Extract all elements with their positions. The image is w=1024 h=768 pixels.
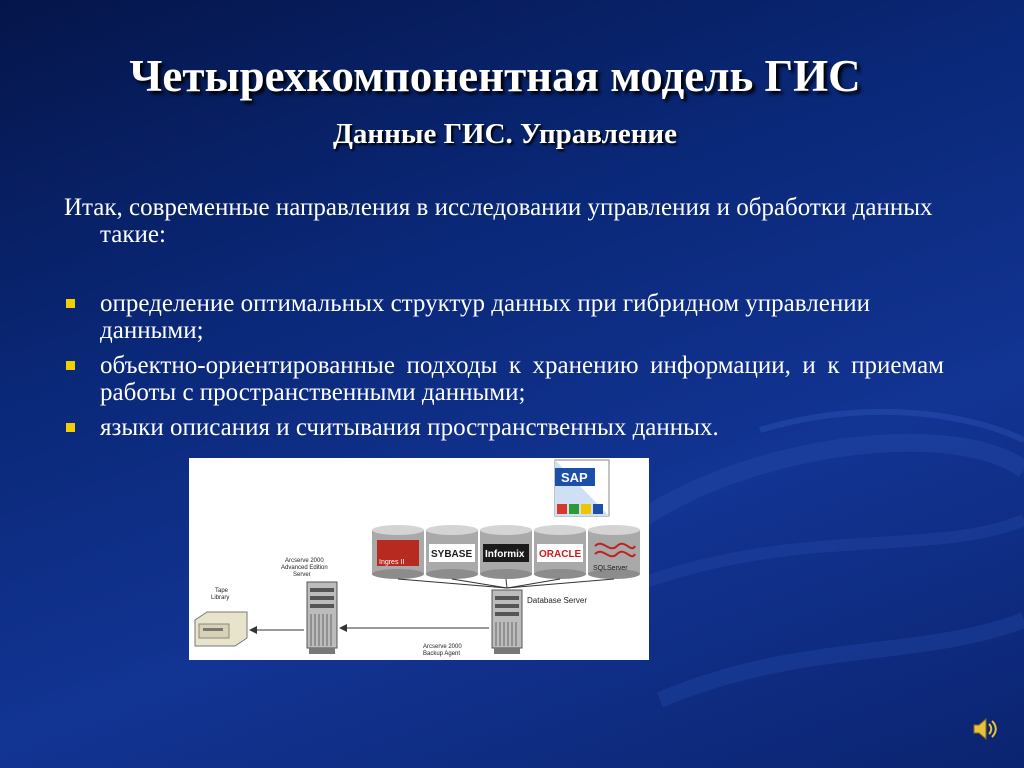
- db-label-ingres: Ingres II: [379, 559, 405, 566]
- tape-library-label-line1: Tape: [215, 588, 229, 594]
- arcserve-label-line1: Arcserve 2000: [285, 558, 324, 564]
- bullet-square-icon: [66, 361, 75, 370]
- bullet-list: [64, 290, 944, 449]
- slide-subtitle: Данные ГИС. Управление: [332, 118, 678, 150]
- sap-logo: [555, 460, 609, 516]
- bullet-item: [64, 352, 944, 406]
- connection-lines: [398, 579, 614, 588]
- tape-arrow: [249, 626, 304, 634]
- arcserve-label-line3: Server: [293, 572, 311, 578]
- bullet-item: [64, 414, 944, 441]
- arcserve-label-line2: Advanced Edition: [281, 565, 328, 571]
- arcserve-server-tower: [307, 582, 337, 654]
- database-server-tower: [492, 590, 522, 654]
- speaker-icon[interactable]: [968, 714, 998, 744]
- bullet-square-icon: [66, 423, 75, 432]
- db-cylinder: [588, 525, 640, 579]
- intro-text: Итак, современные направления в исследовании управления и обработки данных такие:: [64, 194, 933, 248]
- db-label-sybase: SYBASE: [431, 549, 473, 560]
- db-label-sqlserver: SQLServer: [593, 565, 628, 572]
- database-server-label: Database Server: [527, 596, 588, 605]
- backup-agent-label-line2: Backup Agent: [423, 651, 461, 657]
- db-cylinder: [426, 525, 478, 579]
- bullet-text: объектно-ориентированные подходы к хранению информации, и к приемам работы с пространственными данными;: [100, 352, 944, 406]
- slide-title: Четырехкомпонентная модель ГИС: [129, 51, 861, 101]
- bullet-text: языки описания и считывания пространственных данных.: [100, 414, 719, 441]
- bullet-square-icon: [66, 299, 75, 308]
- db-label-informix: Informix: [485, 549, 525, 560]
- sap-label: SAP: [561, 470, 588, 485]
- db-cylinder: [372, 525, 424, 579]
- db-cylinder: [534, 525, 586, 579]
- bullet-text: определение оптимальных структур данных при гибридном управлении данными;: [100, 290, 870, 344]
- db-cylinder: [480, 525, 532, 579]
- tape-library: [195, 612, 247, 646]
- backup-arrow: [339, 624, 489, 632]
- bullet-item: [64, 290, 944, 344]
- db-label-oracle: ORACLE: [539, 549, 582, 560]
- backup-agent-label-line1: Arcserve 2000: [423, 644, 462, 650]
- database-diagram: [189, 458, 649, 660]
- tape-library-label-line2: Library: [211, 595, 230, 601]
